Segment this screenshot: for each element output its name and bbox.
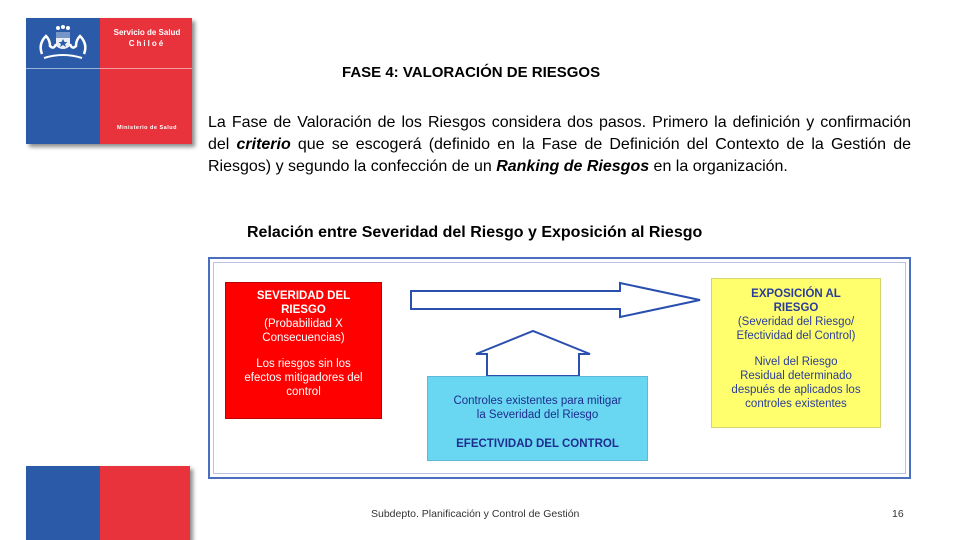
severity-heading: RIESGO bbox=[281, 304, 326, 316]
severity-detail: (Probabilidad X bbox=[264, 318, 343, 330]
control-detail: Controles existentes para mitigar bbox=[453, 395, 622, 407]
severity-note: efectos mitigadores del bbox=[244, 372, 363, 384]
footer-department: Subdepto. Planificación y Control de Gestión bbox=[371, 508, 580, 520]
control-box bbox=[427, 376, 648, 461]
page-number: 16 bbox=[892, 508, 904, 520]
control-detail: la Severidad del Riesgo bbox=[476, 409, 599, 421]
severity-note: Los riesgos sin los bbox=[256, 358, 351, 370]
right-arrow-icon bbox=[411, 283, 700, 317]
paragraph-text: La Fase de Valoración de los Riesgos considera dos pasos. Primero la definición y confirmación del bbox=[208, 114, 911, 153]
control-heading: EFECTIVIDAD DEL CONTROL bbox=[456, 438, 619, 450]
diagram-title: Relación entre Severidad del Riesgo y Exposición al Riesgo bbox=[247, 224, 703, 241]
severity-detail: Consecuencias) bbox=[262, 332, 345, 344]
paragraph-emphasis: Ranking de Riesgos bbox=[496, 158, 650, 175]
logo-org-name: Servicio de Salud bbox=[113, 28, 181, 37]
exposure-heading: RIESGO bbox=[773, 302, 819, 314]
slide-title: FASE 4: VALORACIÓN DE RIESGOS bbox=[342, 64, 601, 81]
paragraph-text: que se escogerá (definido en la Fase de Definición del Contexto de la Gestión de Riesgos) y segundo la confección de un bbox=[208, 136, 912, 175]
severity-note: control bbox=[286, 386, 321, 398]
paragraph-text: en la organización. bbox=[649, 158, 788, 175]
exposure-note: después de aplicados los bbox=[731, 384, 861, 396]
logo-org-region: Chiloé bbox=[128, 39, 166, 48]
exposure-note: Residual determinado bbox=[740, 370, 852, 382]
severity-heading: SEVERIDAD DEL bbox=[256, 290, 351, 302]
exposure-detail: (Severidad del Riesgo/ bbox=[737, 316, 855, 328]
exposure-detail: Efectividad del Control) bbox=[736, 330, 856, 342]
severity-box bbox=[225, 282, 382, 419]
paragraph-emphasis: criterio bbox=[236, 136, 291, 153]
exposure-note: controles existentes bbox=[745, 398, 847, 410]
exposure-box bbox=[711, 278, 881, 428]
exposure-heading: EXPOSICIÓN AL bbox=[751, 288, 841, 300]
exposure-note: Nivel del Riesgo bbox=[754, 356, 838, 368]
up-arrow-icon bbox=[476, 331, 590, 376]
logo-ministry: Ministerio de Salud bbox=[117, 125, 177, 131]
